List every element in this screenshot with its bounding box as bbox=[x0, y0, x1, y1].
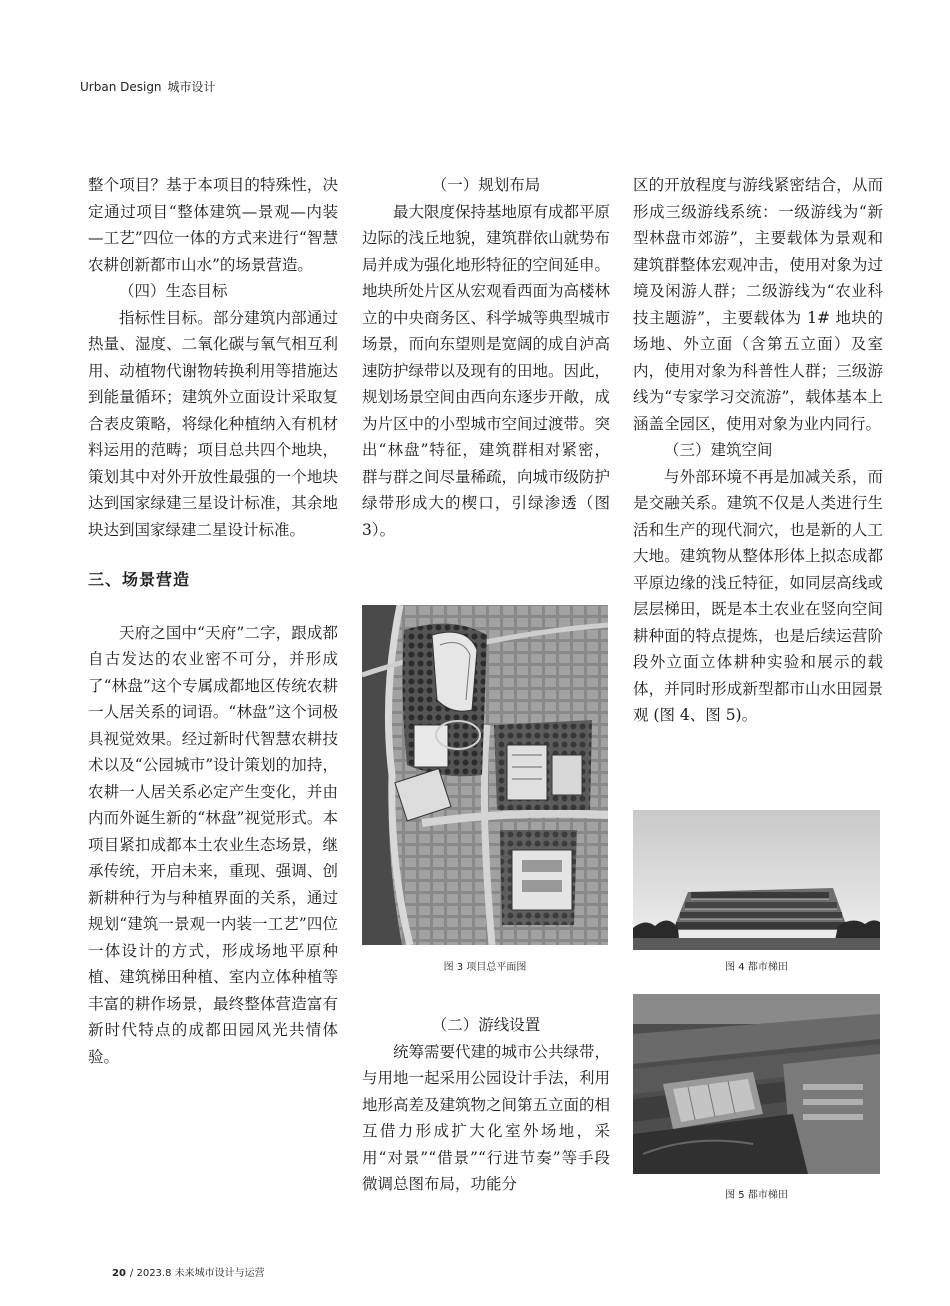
journal-issue: / 2023.8 未来城市设计与运营 bbox=[129, 1268, 265, 1279]
header-en: Urban Design bbox=[80, 80, 162, 94]
section-title: 三、场景营造 bbox=[88, 570, 191, 589]
column-1 bbox=[88, 172, 338, 1070]
col2-paragraph-2: 统筹需要代建的城市公共绿带，与用地一起采用公园设计手法，利用地形高差及建筑物之间第五立面的相互借力形成扩大化室外场地，采用“对景”“借景”“行进节奏”等手段微调总图布局，功能分 bbox=[362, 1042, 611, 1193]
figure-3-caption: 图 3 项目总平面图 bbox=[443, 962, 527, 973]
figure-5-urban-terrace bbox=[633, 994, 880, 1174]
col3-paragraph-2: 与外部环境不再是加减关系，而是交融关系。建筑不仅是人类进行生活和生产的现代洞穴，也是新的人工大地。建筑物从整体形体上拟态成都平原边缘的浅丘特征，如同层高线或层层梯田，既是本土农业在竖向空间耕种面的特点提炼，也是后续运营阶段外立面立体耕种实验和展示的载体，并同时形成新型都市山水田园景观 (图 4、图 5)。 bbox=[633, 467, 883, 724]
page-footer bbox=[112, 1264, 265, 1279]
col3-paragraph-1: 区的开放程度与游线紧密结合，从而形成三级游线系统：一级游线为“新型林盘市郊游”，主要载体为景观和建筑群整体宏观冲击，使用对象为过境及闲游人群；二级游线为“农业科技主题游”，主要载体为 1# 地块的场地、外立面（含第五立面）及室内，使用对象为科普性人群；三级游线为“专家学习交流游”，载体基本上涵盖全园区，使用对象为业内同行。 bbox=[633, 176, 883, 433]
heading-architectural-space: （三）建筑空间 bbox=[664, 441, 773, 459]
column-2 bbox=[362, 172, 610, 543]
figure-4-urban-terrace bbox=[633, 810, 880, 950]
urban-terrace-photo-2 bbox=[633, 994, 880, 1174]
header-cn: 城市设计 bbox=[167, 80, 216, 94]
col2-paragraph-1: 最大限度保持基地原有成都平原边际的浅丘地貌，建筑群依山就势布局并成为强化地形特征的空间延申。地块所处片区从宏观看西面为高楼林立的中央商务区、科学城等典型城市场景，而向东望则是宽阔的成自泸高速防护绿带以及现有的田地。因此，规划场景空间由西向东逐步开敞，成为片区中的小型城市空间过渡带。突出“林盘”特征，建筑群相对紧密，群与群之间尽量稀疏，向城市级防护绿带形成大的楔口，引绿渗透（图 3）。 bbox=[362, 202, 611, 539]
figure-3-master-plan bbox=[362, 605, 608, 945]
page-number: 20 bbox=[112, 1268, 126, 1279]
figure-5-caption: 图 5 都市梯田 bbox=[725, 1190, 788, 1201]
running-header bbox=[80, 78, 216, 95]
column-3 bbox=[633, 172, 883, 729]
urban-terrace-photo-1 bbox=[633, 810, 880, 950]
heading-planning-layout: （一）规划布局 bbox=[431, 176, 541, 194]
figure-4-caption: 图 4 都市梯田 bbox=[725, 962, 788, 973]
heading-eco-target: （四）生态目标 bbox=[119, 282, 228, 300]
col1-paragraph-3: 天府之国中“天府”二字，跟成都自古发达的农业密不可分，并形成了“林盘”这个专属成都地区传统农耕一人居关系的词语。“林盘”这个词极具视觉效果。经过新时代智慧农耕技术以及“公园城市”设计策划的加持，农耕一人居关系必定产生变化，并由内而外诞生新的“林盘”视觉形式。本项目紧扣成都本土农业生态场景，继承传统，开启未来，重现、强调、创新耕种行为与种植界面的关系，通过规划“建筑一景观一内装一工艺”四位一体设计的方式，形成场地平原种植、建筑梯田种植、室内立体种植等丰富的耕作场景，最终整体营造富有新时代特点的成都田园风光共情体验。 bbox=[88, 623, 338, 1066]
column-2-lower bbox=[362, 1012, 610, 1198]
col1-paragraph-1: 整个项目？基于本项目的特殊性，决定通过项目“整体建筑—景观—内装—工艺”四位一体的方式来进行“智慧农耕创新都市山水”的场景营造。 bbox=[88, 176, 338, 274]
col1-paragraph-2: 指标性目标。部分建筑内部通过热量、湿度、二氧化碳与氧气相互利用、动植物代谢物转换利用等措施达到能量循环；建筑外立面设计采取复合表皮策略，将绿化种植纳入有机材料运用的范畴；项目总共四个地块，策划其中对外开放性最强的一个地块达到国家绿建三星设计标准，其余地块达到国家绿建二星设计标准。 bbox=[88, 308, 338, 539]
heading-route-setting: （二）游线设置 bbox=[431, 1016, 541, 1034]
master-plan-image bbox=[362, 605, 608, 945]
